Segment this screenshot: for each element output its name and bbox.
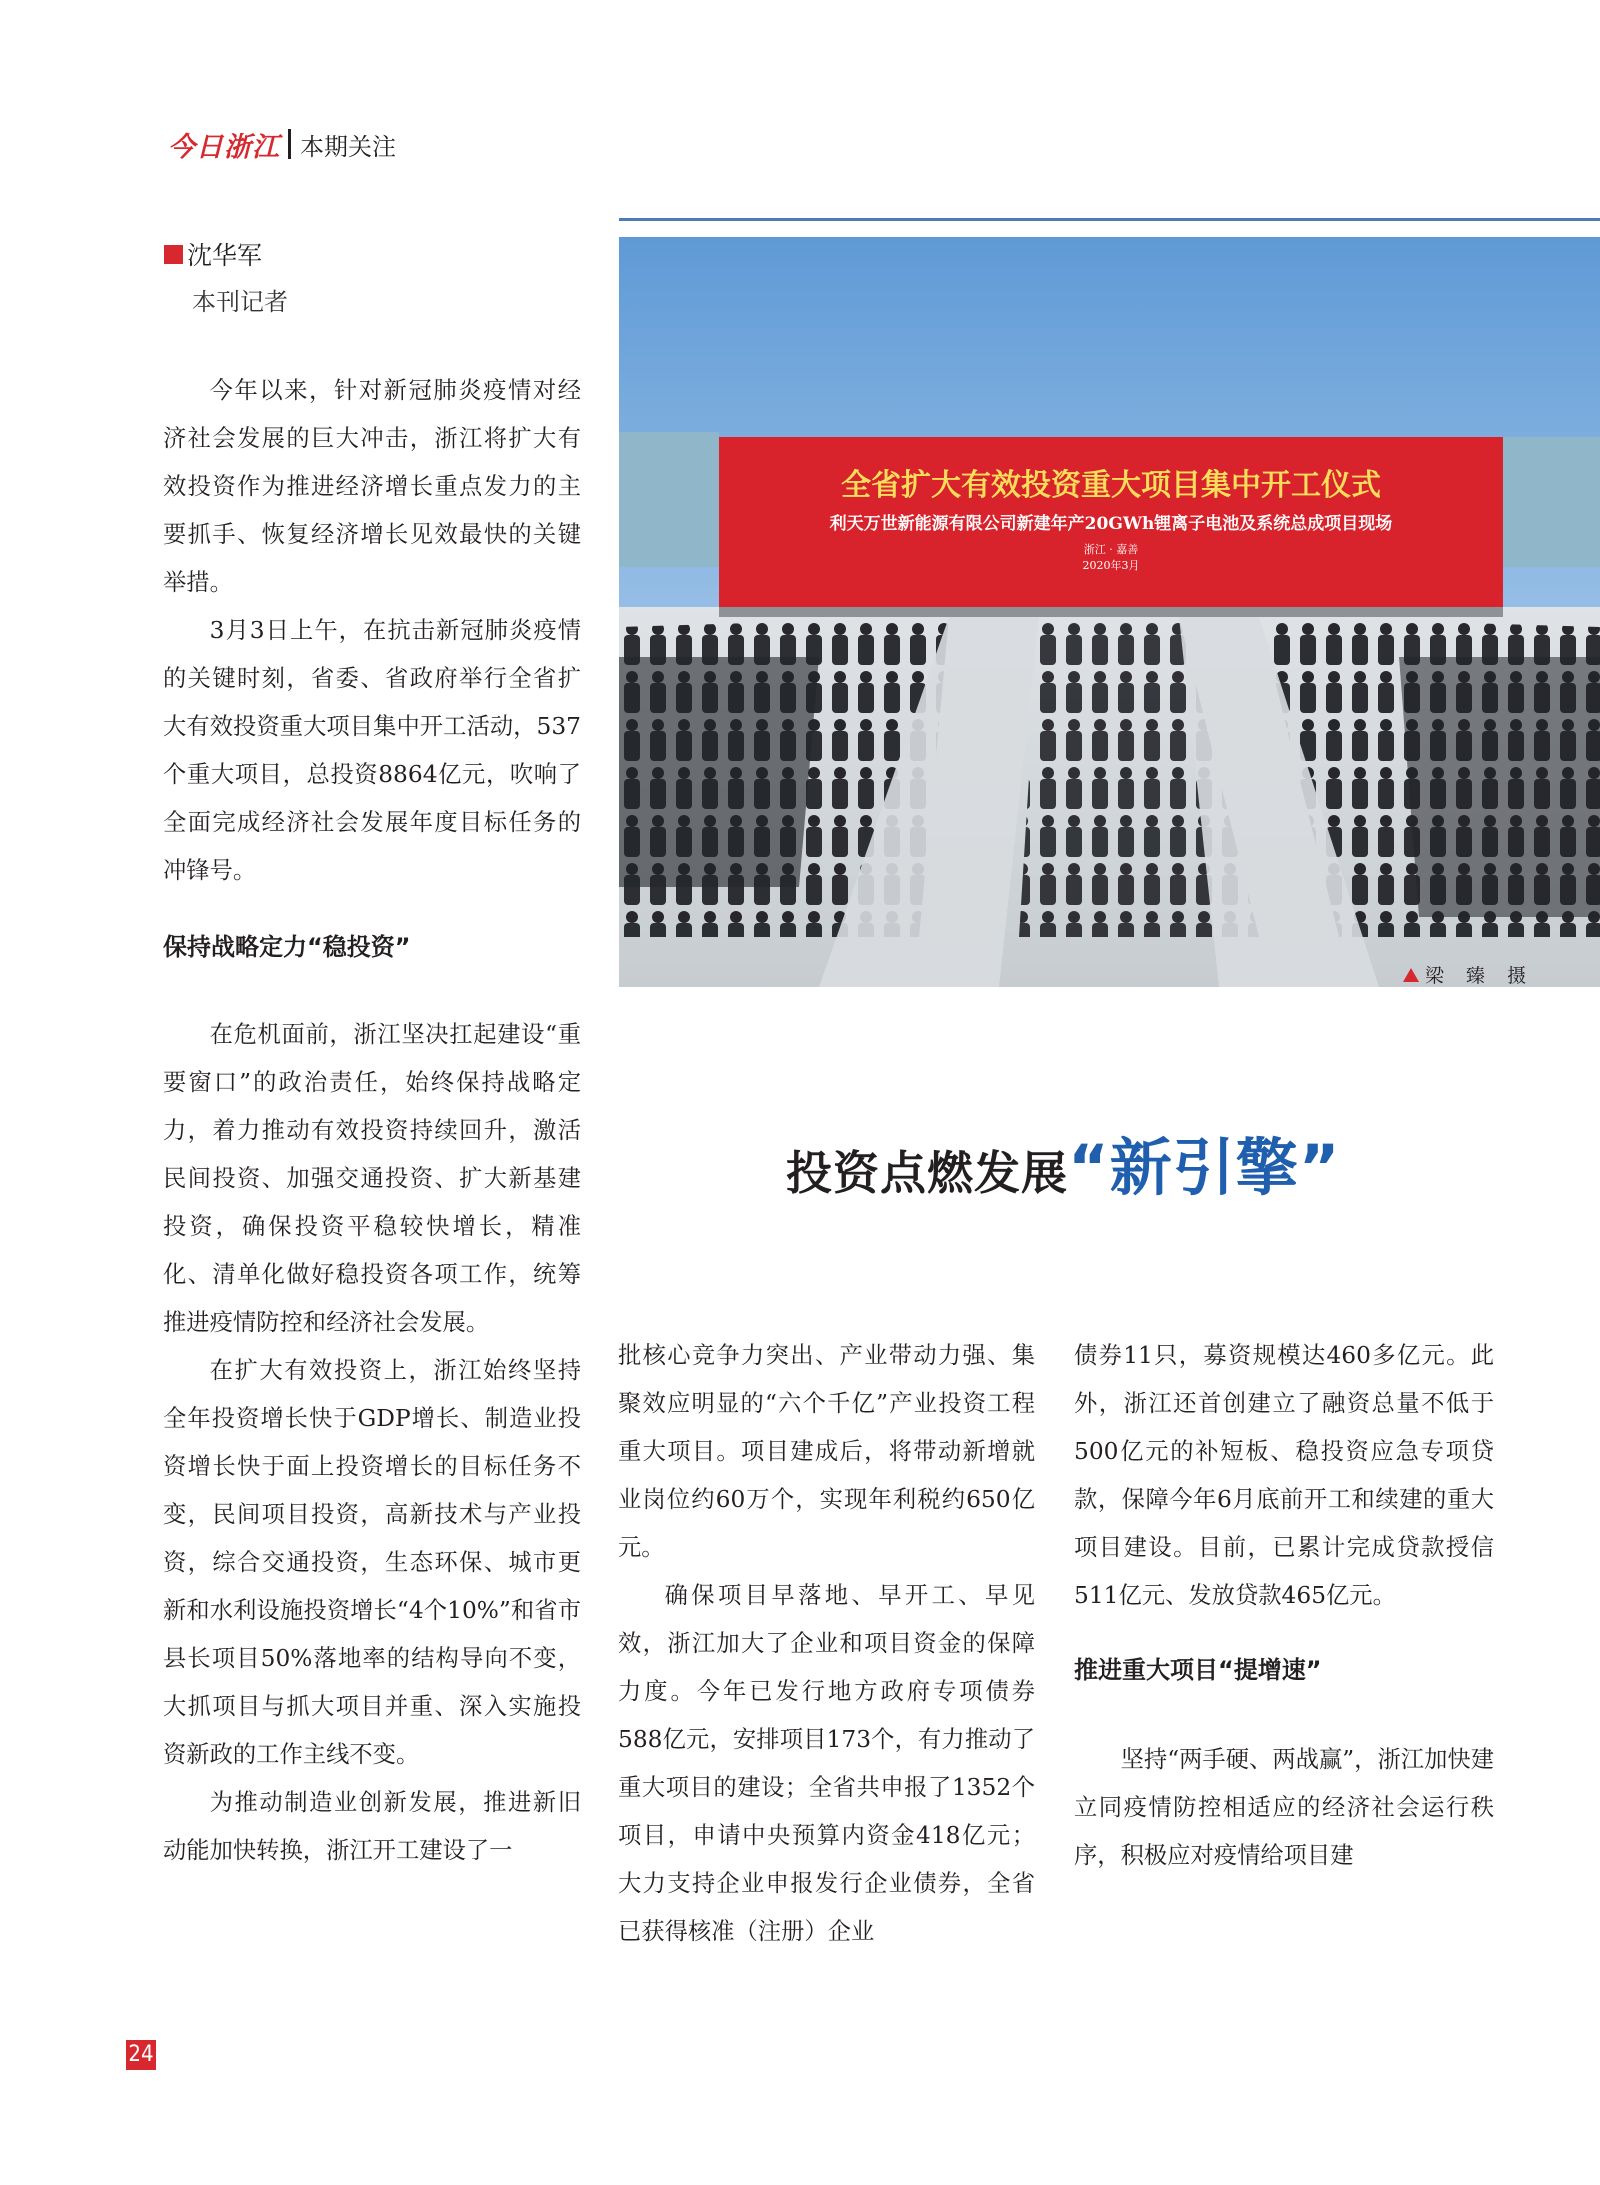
- paragraph: 3月3日上午，在抗击新冠肺炎疫情的关键时刻，省委、省政府举行全省扩大有效投资重大项目集中开工活动，537个重大项目，总投资8864亿元，吹响了全面完成经济社会发展年度目标任务的冲锋号。: [163, 617, 581, 884]
- paragraph: 在危机面前，浙江坚决扛起建设“重要窗口”的政治责任，始终保持战略定力，着力推动有效投资持续回升，激活民间投资、加强交通投资、扩大新基建投资，确保投资平稳较快增长，精准化、清单化做好稳投资各项工作，统筹推进疫情防控和经济社会发展。: [163, 1021, 581, 1336]
- paragraph: 今年以来，针对新冠肺炎疫情对经济社会发展的巨大冲击，浙江将扩大有效投资作为推进经济增长重点发力的主要抓手、恢复经济增长见效最快的关键举措。: [163, 377, 581, 596]
- photo-credit-text: 梁 臻 摄: [1425, 965, 1535, 987]
- banner-subtitle: 利天万世新能源有限公司新建年产20GWh锂离子电池及系统总成项目现场: [829, 514, 1393, 534]
- paragraph: 债券11只，募资规模达460多亿元。此外，浙江还首创建立了融资总量不低于500亿元的补短板、稳投资应急专项贷款，保障今年6月底前开工和续建的重大项目建设。目前，已累计完成贷款授信511亿元、发放贷款465亿元。: [1074, 1342, 1494, 1609]
- paragraph: 在扩大有效投资上，浙江始终坚持全年投资增长快于GDP增长、制造业投资增长快于面上投资增长的目标任务不变，民间项目投资，高新技术与产业投资，综合交通投资，生态环保、城市更新和水利设施投资增长“4个10%”和省市县长项目50%落地率的结构导向不变，大抓项目与抓大项目并重、深入实施投资新政的工作主线不变。: [163, 1357, 581, 1768]
- headline-accent: “新引擎”: [1068, 1131, 1341, 1204]
- subheading: 推进重大项目“提增速”: [1074, 1656, 1322, 1684]
- author-name-row: [164, 236, 288, 272]
- headline-main: 投资点燃发展: [786, 1146, 1068, 1200]
- red-square-icon: [164, 245, 183, 264]
- section-name: 本期关注: [300, 132, 396, 161]
- paragraph: 确保项目早落地、早开工、早见效，浙江加大了企业和项目资金的保障力度。今年已发行地方政府专项债券588亿元，安排项目173个，有力推动了重大项目的建设；全省共申报了1352个项目，申请中央预算内资金418亿元；大力支持企业申报发行企业债券，全省已获得核准（注册）企业: [618, 1582, 1035, 1945]
- photo-top-rule: [619, 218, 1600, 221]
- triangle-icon: [1403, 968, 1419, 982]
- magazine-header: [168, 124, 396, 164]
- text-column-1: [163, 367, 581, 1875]
- paragraph: 坚持“两手硬、两战赢”，浙江加快建立同疫情防控相适应的经济社会运行秩序，积极应对疫情给项目建: [1074, 1746, 1494, 1869]
- author-name: 沈华军: [187, 241, 263, 270]
- event-photo: [619, 237, 1600, 987]
- magazine-logo: 今日浙江: [168, 131, 280, 163]
- page-number: 24: [126, 2040, 156, 2070]
- text-column-3: [1074, 1332, 1494, 1880]
- subheading: 保持战略定力“稳投资”: [163, 933, 411, 961]
- text-column-2: [618, 1332, 1035, 1956]
- header-divider: [288, 129, 291, 159]
- author-role: 本刊记者: [192, 288, 288, 316]
- banner-date: 2020年3月: [1082, 559, 1140, 572]
- banner-place: 浙江 · 嘉善: [1083, 543, 1139, 556]
- paragraph: 为推动制造业创新发展，推进新旧动能加快转换，浙江开工建设了一: [163, 1789, 581, 1864]
- paragraph: 批核心竞争力突出、产业带动力强、集聚效应明显的“六个千亿”产业投资工程重大项目。项目建成后，将带动新增就业岗位约60万个，实现年利税约650亿元。: [618, 1342, 1035, 1561]
- photo-credit: [1403, 961, 1534, 988]
- article-headline: [786, 1118, 1341, 1207]
- author-block: [164, 236, 288, 317]
- banner-title: 全省扩大有效投资重大项目集中开工仪式: [841, 468, 1381, 503]
